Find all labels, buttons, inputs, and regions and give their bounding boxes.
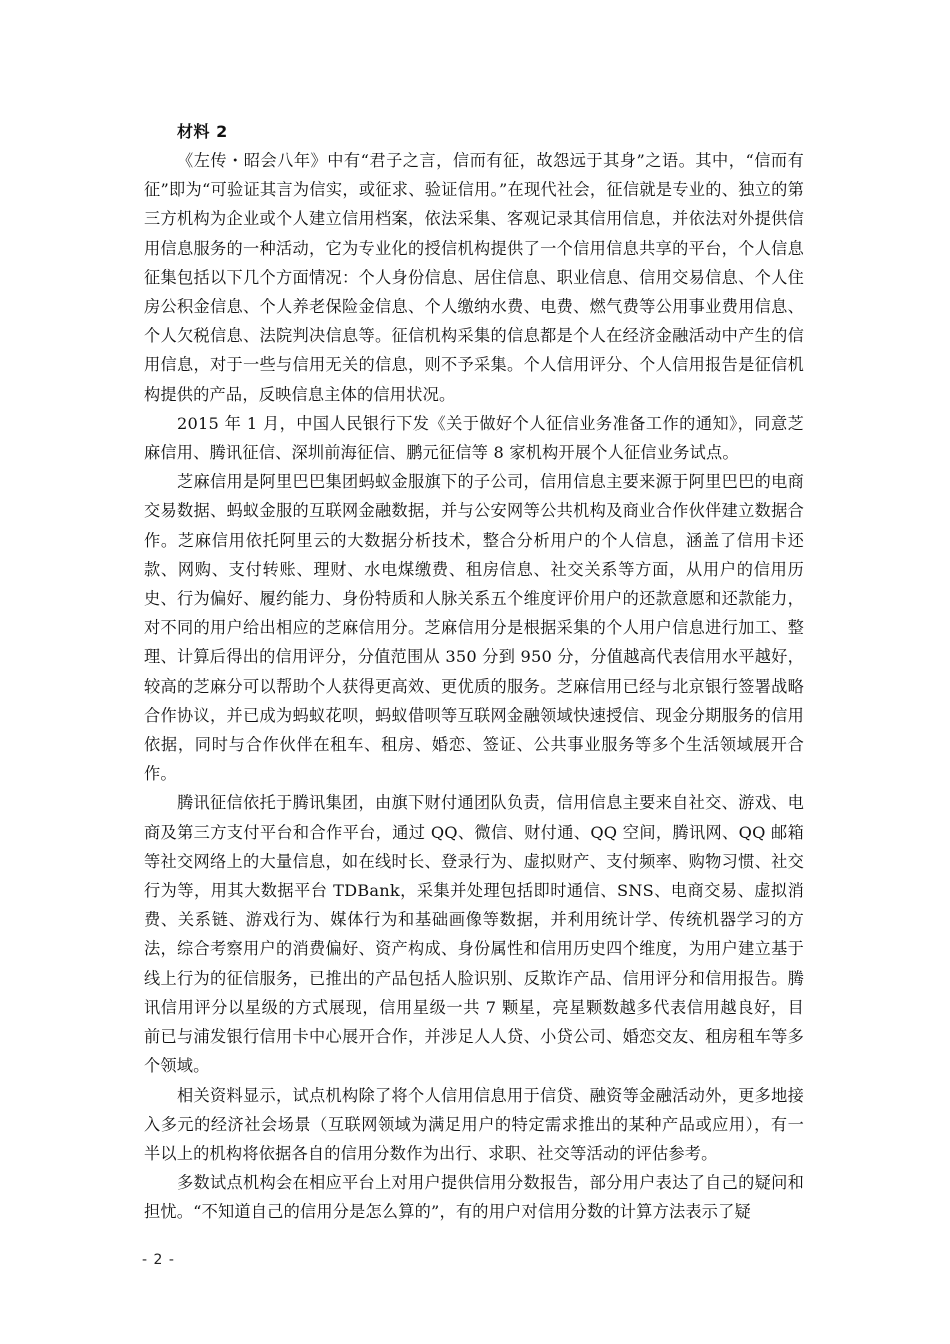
document-body [144,117,804,1227]
page-number: - 2 - [142,1252,175,1268]
paragraph-zuozhuan-credit-definition: 《左传・昭会八年》中有“君子之言，信而有征，故怨远于其身”之语。其中，“信而有征”即为“可验证其言为信实，或征求、验证信用。”在现代社会，征信就是专业的、独立的第三方机构为企业或个人建立信用档案，依法采集、客观记录其信用信息，并依法对外提供信用信息服务的一种活动，它为专业化的授信机构提供了一个信用信息共享的平台，个人信息征集包括以下几个方面情况：个人身份信息、居住信息、职业信息、信用交易信息、个人住房公积金信息、个人养老保险金信息、个人缴纳水费、电费、燃气费等公用事业费用信息、个人欠税信息、法院判决信息等。征信机构采集的信息都是个人在经济金融活动中产生的信用信息，对于一些与信用无关的信息，则不予采集。个人信用评分、个人信用报告是征信机构提供的产品，反映信息主体的信用状况。 [144,151,804,404]
paragraph-pboc-notice: 2015 年 1 月，中国人民银行下发《关于做好个人征信业务准备工作的通知》，同意芝麻信用、腾讯征信、深圳前海征信、鹏元征信等 8 家机构开展个人征信业务试点。 [144,413,804,463]
paragraph-sesame-credit: 芝麻信用是阿里巴巴集团蚂蚁金服旗下的子公司，信用信息主要来源于阿里巴巴的电商交易数据、蚂蚁金服的互联网金融数据，并与公安网等公共机构及商业合作伙伴建立数据合作。芝麻信用依托阿里云的大数据分析技术，整合分析用户的个人信息，涵盖了信用卡还款、网购、支付转账、理财、水电煤缴费、租房信息、社交关系等方面，从用户的信用历史、行为偏好、履约能力、身份特质和人脉关系五个维度评价用户的还款意愿和还款能力，对不同的用户给出相应的芝麻信用分。芝麻信用分是根据采集的个人用户信息进行加工、整理、计算后得出的信用评分，分值范围从 350 分到 950 分，分值越高代表信用水平越好，较高的芝麻分可以帮助个人获得更高效、更优质的服务。芝麻信用已经与北京银行签署战略合作协议，并已成为蚂蚁花呗，蚂蚁借呗等互联网金融领域快速授信、现金分期服务的信用依据，同时与合作伙伴在租车、租房、婚恋、签证、公共事业服务等多个生活领域展开合作。 [144,472,804,784]
section-heading: 材料 2 [177,122,228,141]
paragraph-tencent-credit: 腾讯征信依托于腾讯集团，由旗下财付通团队负责，信用信息主要来自社交、游戏、电商及第三方支付平台和合作平台，通过 QQ、微信、财付通、QQ 空间，腾讯网、QQ 邮箱等社交网络上的大量信息，如在线时长、登录行为、虚拟财产、支付频率、购物习惯、社交行为等，用其大数据平台 TDBank，采集并处理包括即时通信、SNS、电商交易、虚拟消费、关系链、游戏行为、媒体行为和基础画像等数据，并利用统计学、传统机器学习的方法，综合考察用户的消费偏好、资产构成、身份属性和信用历史四个维度，为用户建立基于线上行为的征信服务，已推出的产品包括人脸识别、反欺诈产品、信用评分和信用报告。腾讯信用评分以星级的方式展现，信用星级一共 7 颗星，亮星颗数越多代表信用越良好，目前已与浦发银行信用卡中心展开合作，并涉足人人贷、小贷公司、婚恋交友、租房租车等多个领域。 [144,793,804,1076]
paragraph-application-scenarios: 相关资料显示，试点机构除了将个人信用信息用于信贷、融资等金融活动外，更多地接入多元的经济社会场景（互联网领域为满足用户的特定需求推出的某种产品或应用），有一半以上的机构将依据各自的信用分数作为出行、求职、社交等活动的评估参考。 [144,1085,804,1163]
paragraph-user-concerns: 多数试点机构会在相应平台上对用户提供信用分数报告，部分用户表达了自己的疑问和担忧。“不知道自己的信用分是怎么算的”，有的用户对信用分数的计算方法表示了疑 [144,1173,804,1222]
